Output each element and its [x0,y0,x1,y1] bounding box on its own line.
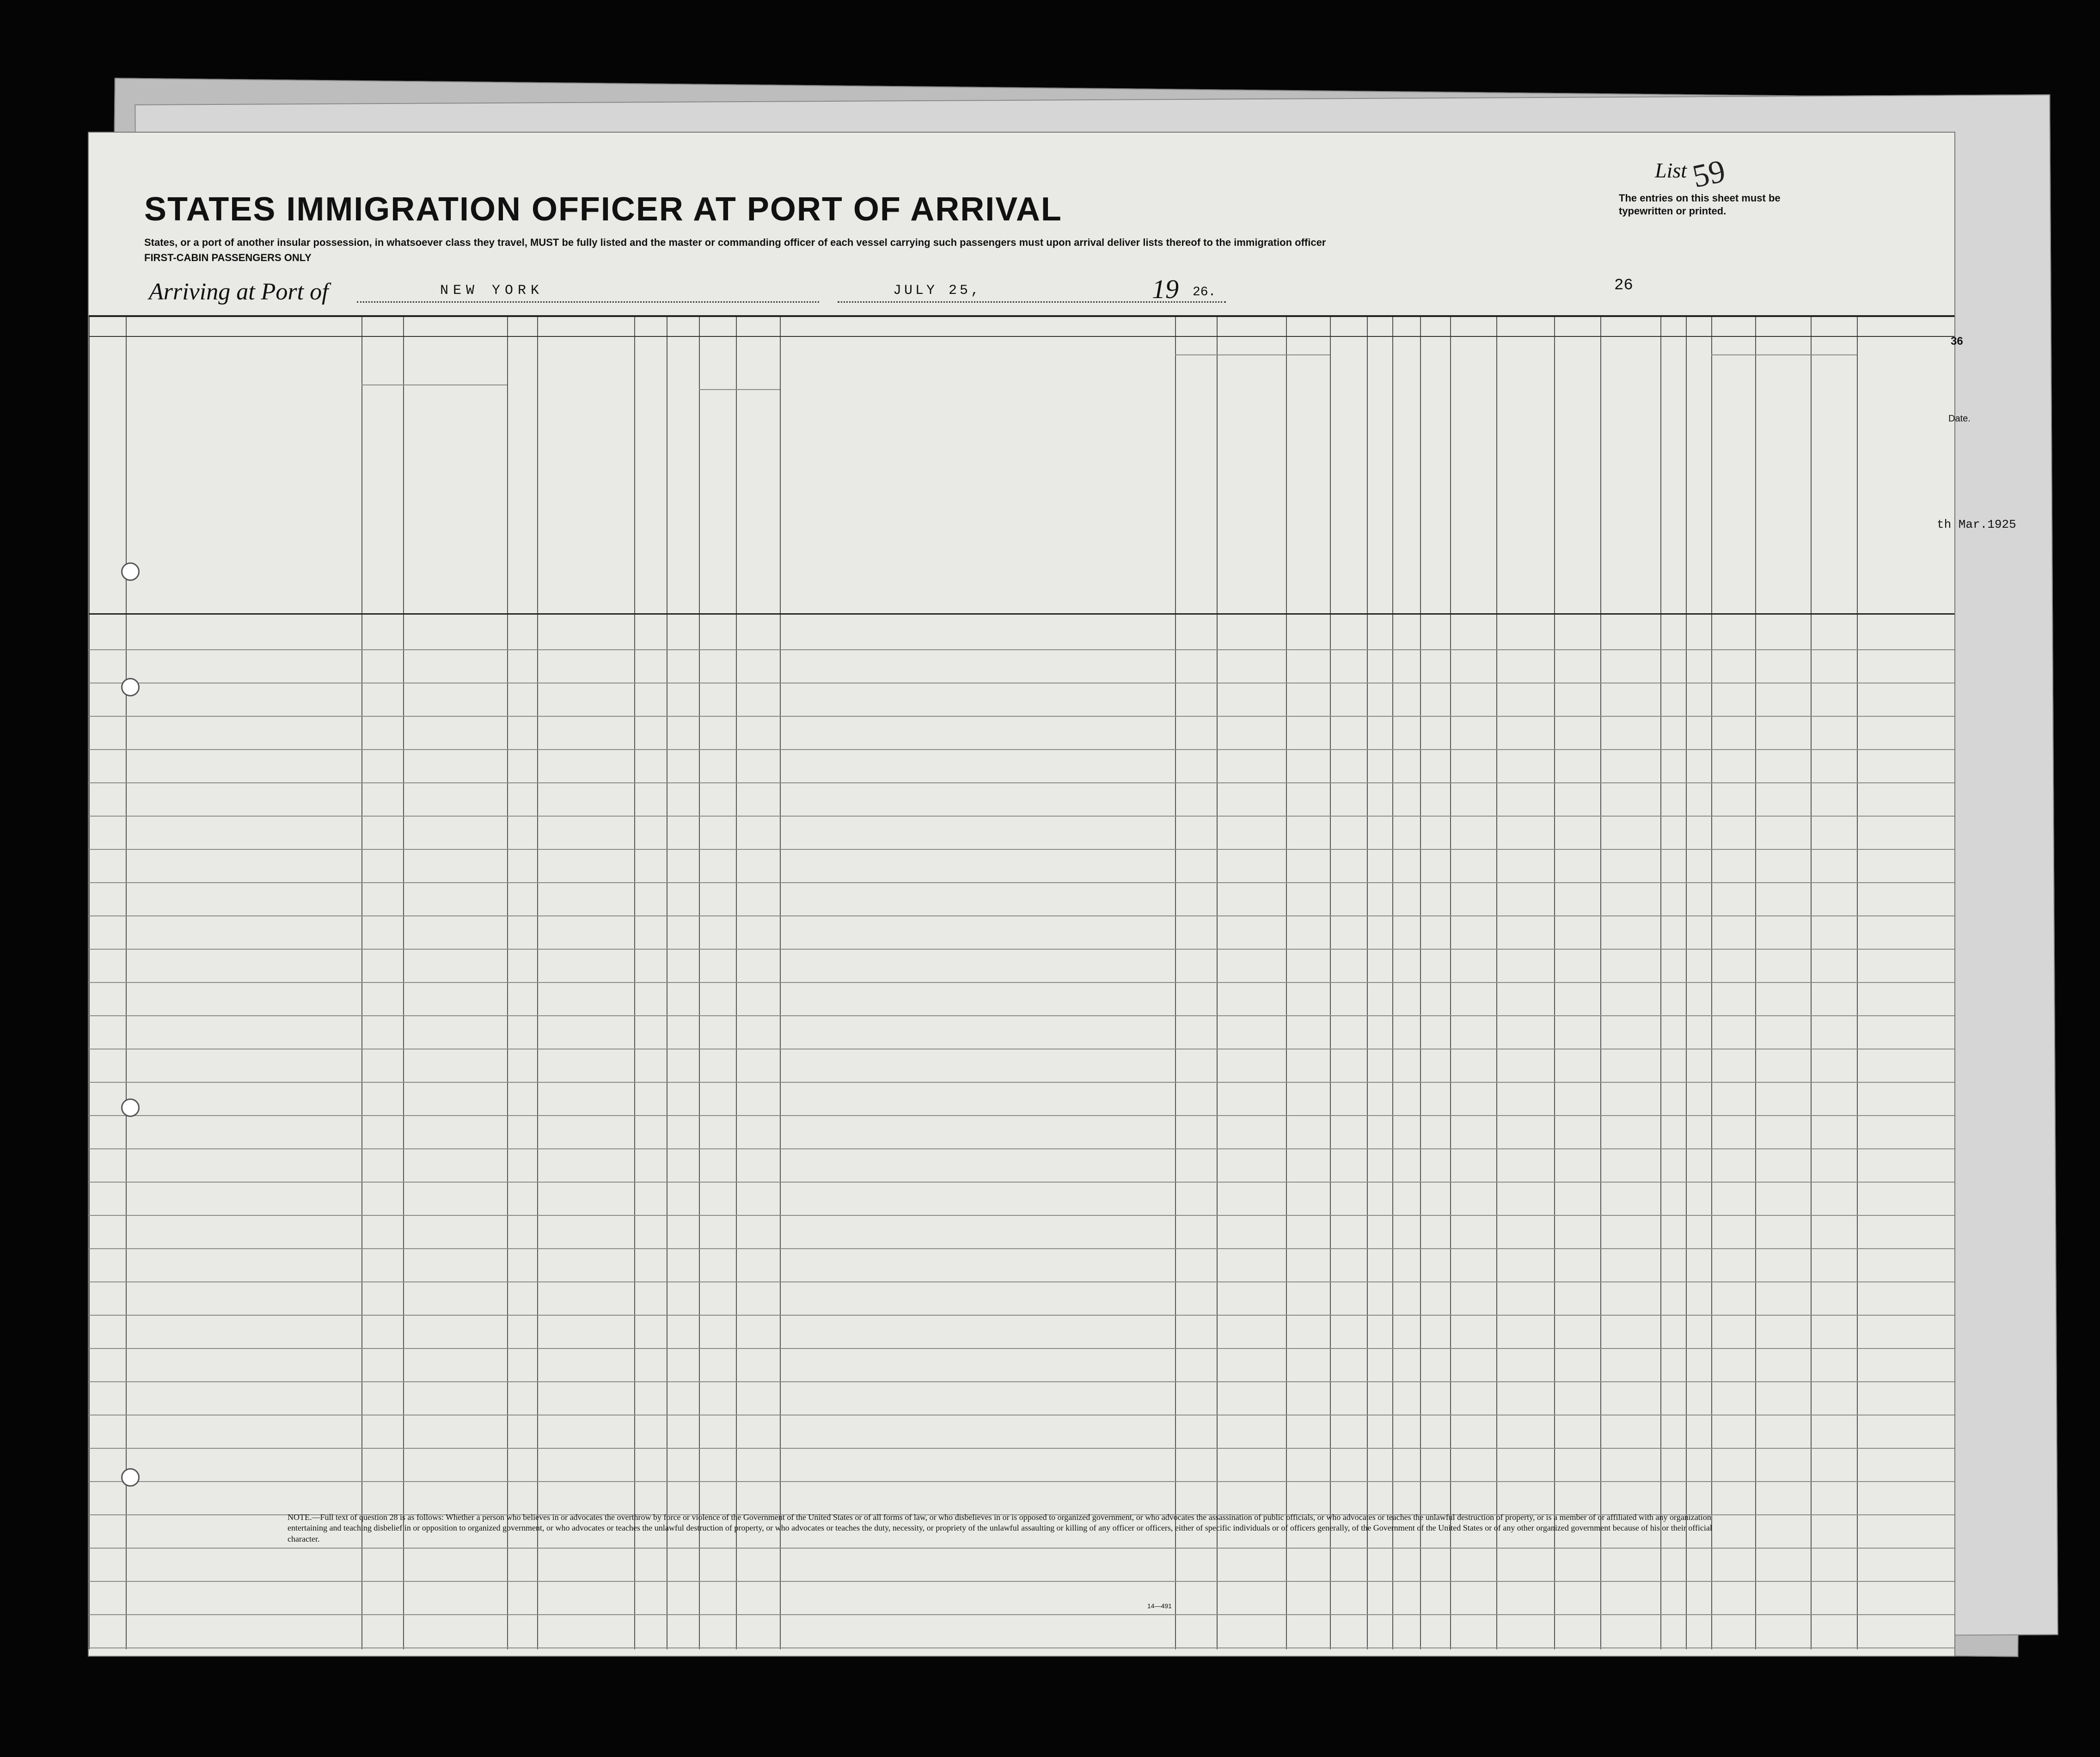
side-date: th Mar.1925 [1937,518,2016,531]
row-rule [89,1647,1955,1648]
header-rule [89,613,1955,615]
row-rule [89,1015,1955,1016]
row-rule [89,1381,1955,1382]
row-rule [89,716,1955,717]
row-rule [89,1248,1955,1249]
row-rule [89,882,1955,883]
row-rule [89,1281,1955,1282]
row-rule [89,1448,1955,1449]
header-rule [1711,354,1857,355]
cabin-class: FIRST-CABIN PASSENGERS ONLY [144,252,312,263]
binder-hole [121,562,140,581]
passenger-table [89,315,1955,1480]
sheet-number: 26 [1614,277,1633,294]
binder-hole [121,1098,140,1117]
arrival-date: JULY 25, [893,283,982,299]
row-rule [89,1348,1955,1349]
row-rule [89,1082,1955,1083]
header-rule [361,384,507,385]
page-title: STATES IMMIGRATION OFFICER AT PORT OF ARRIVAL [144,191,1062,228]
year-prefix: 19 [1152,274,1179,304]
arriving-label: Arriving at Port of [149,279,329,305]
row-rule [89,1614,1955,1615]
side-date-header: Date. [1948,414,1971,424]
row-rule [89,1182,1955,1183]
list-number-handwritten: 59 [1689,153,1729,195]
row-rule [89,849,1955,850]
port-line [357,301,819,303]
row-rule [89,816,1955,817]
row-rule [89,1148,1955,1149]
form-number: 14—491 [1147,1602,1172,1610]
row-rule [89,1581,1955,1582]
side-column-number: 36 [1951,335,1963,348]
row-rule [89,1115,1955,1116]
list-label: List [1655,159,1687,182]
row-rule [89,649,1955,650]
row-rule [89,982,1955,983]
binder-hole [121,1468,140,1487]
entries-note: The entries on this sheet must be typewritten or printed. [1619,192,1781,217]
year-suffix: 26. [1193,285,1216,299]
intro-text: States, or a port of another insular possession, in whatsoever class they travel, MUST be fully listed and the master or commanding officer of each vessel carrying such passengers must upon arrival deliver lists thereof to the immigration officer [144,237,1326,248]
column-rule [736,389,737,435]
row-rule [89,1215,1955,1216]
row-rule [89,1548,1955,1549]
row-rule [89,1315,1955,1316]
header-rule [699,389,780,390]
header-rule [1175,354,1330,355]
header-rule [89,315,1955,317]
row-rule [89,915,1955,916]
row-rule [89,949,1955,950]
footer-note: NOTE.—Full text of question 28 is as follows: Whether a person who believes in or advocates the overthrow by force or violence of the Government of the United States or of all forms of law, or who disbelieves in or is opposed to organized government, or who advocates the assassination of public officials, or who advocates or teaches the unlawful destruction of property, or is a member of or affiliated with any organization entertaining and teaching disbelief in or opposition to organized government, or who advocates or teaches the unlawful destruction of property, or who advocates or teaches the duty, necessity, or propriety of the unlawful assaulting or killing of any officer or officers, either of specific individuals or of officers generally, of the Government of the United States or of any other organized government because of his or their official character. [288,1513,1712,1543]
port-of-arrival: NEW YORK [440,283,544,299]
header-rule [89,336,1955,337]
row-rule [89,1481,1955,1482]
row-rule [89,749,1955,750]
binder-hole [121,678,140,696]
manifest-sheet [88,132,1955,1657]
row-rule [89,782,1955,783]
